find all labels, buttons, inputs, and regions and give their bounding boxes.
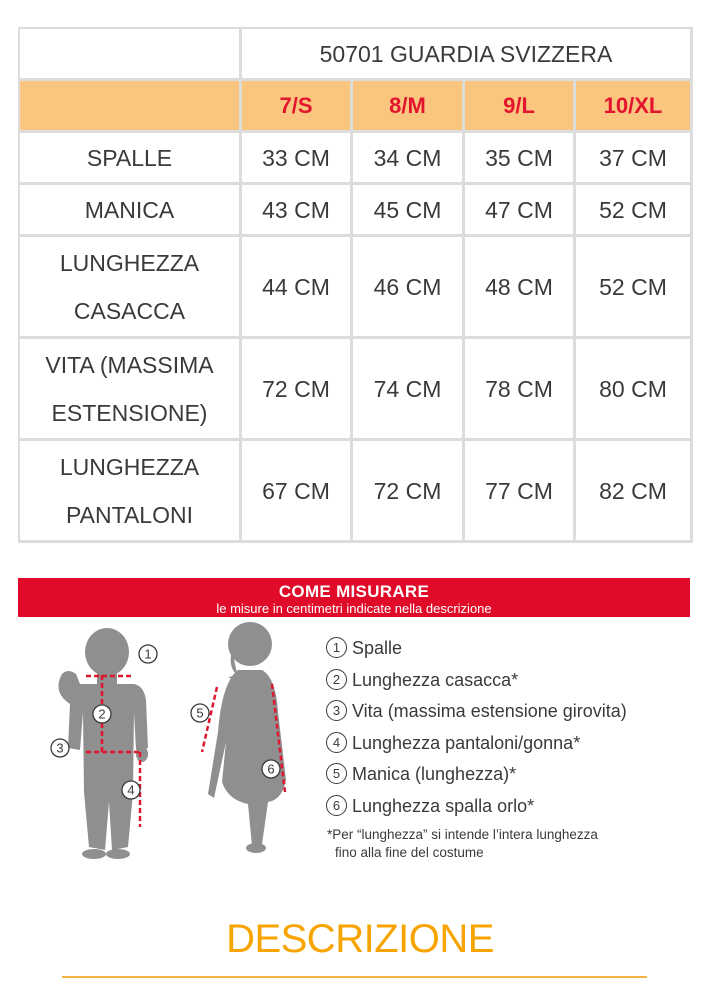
- table-cell: 43 CM: [242, 185, 353, 237]
- table-cell: 82 CM: [576, 441, 693, 543]
- table-row: [18, 441, 693, 543]
- legend-item: 1 Spalle: [326, 633, 627, 665]
- table-cell: 34 CM: [353, 133, 465, 185]
- corner-cell: [18, 27, 242, 81]
- table-cell: 77 CM: [465, 441, 576, 543]
- legend-item: 5 Manica (lunghezza)*: [326, 759, 627, 791]
- table-cell: 48 CM: [465, 237, 576, 339]
- table-row: [18, 133, 693, 185]
- legend-item: 2 Lunghezza casacca*: [326, 665, 627, 697]
- size-table: [18, 27, 693, 543]
- guide-banner: [18, 578, 690, 617]
- legend-item: 4 Lunghezza pantaloni/gonna*: [326, 728, 627, 760]
- row-label: LUNGHEZZA PANTALONI: [18, 441, 242, 543]
- table-cell: 72 CM: [353, 441, 465, 543]
- table-row: [18, 237, 693, 339]
- table-cell: 78 CM: [465, 339, 576, 441]
- table-cell: 44 CM: [242, 237, 353, 339]
- guide-title: COME MISURARE: [278, 582, 430, 601]
- legend-item: 3 Vita (massima estensione girovita): [326, 696, 627, 728]
- marker-6: [262, 760, 280, 778]
- marker-4: [122, 781, 140, 799]
- marker-2: [93, 705, 111, 723]
- table-cell: 35 CM: [465, 133, 576, 185]
- number-badge-icon: 1: [326, 637, 347, 658]
- number-badge-icon: 6: [326, 795, 347, 816]
- row-label: VITA (MASSIMA ESTENSIONE): [18, 339, 242, 441]
- size-header: 10/XL: [576, 81, 693, 133]
- row-label: LUNGHEZZA CASACCA: [18, 237, 242, 339]
- table-row: [18, 339, 693, 441]
- row-label: MANICA: [18, 185, 242, 237]
- table-cell: 74 CM: [353, 339, 465, 441]
- child-silhouettes-figure: [32, 622, 300, 882]
- table-title-row: [18, 27, 693, 81]
- svg-text:1: 1: [144, 646, 152, 662]
- svg-text:3: 3: [56, 740, 64, 756]
- size-header: 9/L: [465, 81, 576, 133]
- size-header: 8/M: [353, 81, 465, 133]
- svg-text:5: 5: [196, 705, 204, 721]
- table-row: [18, 185, 693, 237]
- svg-text:4: 4: [127, 782, 135, 798]
- svg-text:2: 2: [98, 706, 106, 722]
- header-blank-cell: [18, 81, 242, 133]
- product-title: 50701 GUARDIA SVIZZERA: [242, 27, 693, 81]
- measurement-guide: [18, 578, 690, 878]
- marker-1: [139, 645, 157, 663]
- number-badge-icon: 5: [326, 763, 347, 784]
- legend-item: 6 Lunghezza spalla orlo*: [326, 791, 627, 823]
- size-header-row: [18, 81, 693, 133]
- table-cell: 80 CM: [576, 339, 693, 441]
- measurement-legend: [326, 633, 627, 822]
- marker-3: [51, 739, 69, 757]
- table-cell: 67 CM: [242, 441, 353, 543]
- table-cell: 52 CM: [576, 237, 693, 339]
- marker-5: [191, 704, 209, 722]
- description-divider: [62, 976, 647, 978]
- svg-text:6: 6: [267, 761, 275, 777]
- number-badge-icon: 3: [326, 700, 347, 721]
- table-cell: 52 CM: [576, 185, 693, 237]
- description-heading: DESCRIZIONE: [226, 917, 494, 961]
- row-label: SPALLE: [18, 133, 242, 185]
- table-cell: 47 CM: [465, 185, 576, 237]
- girl-silhouette: [208, 622, 286, 853]
- guide-subtitle: le misure in centimetri indicate nella descrizione: [216, 601, 492, 616]
- table-cell: 46 CM: [353, 237, 465, 339]
- table-cell: 33 CM: [242, 133, 353, 185]
- table-cell: 37 CM: [576, 133, 693, 185]
- number-badge-icon: 2: [326, 669, 347, 690]
- size-header: 7/S: [242, 81, 353, 133]
- table-cell: 72 CM: [242, 339, 353, 441]
- length-note: *Per “lunghezza” si intende l’intera lunghezza fino alla fine del costume: [327, 827, 598, 860]
- number-badge-icon: 4: [326, 732, 347, 753]
- table-cell: 45 CM: [353, 185, 465, 237]
